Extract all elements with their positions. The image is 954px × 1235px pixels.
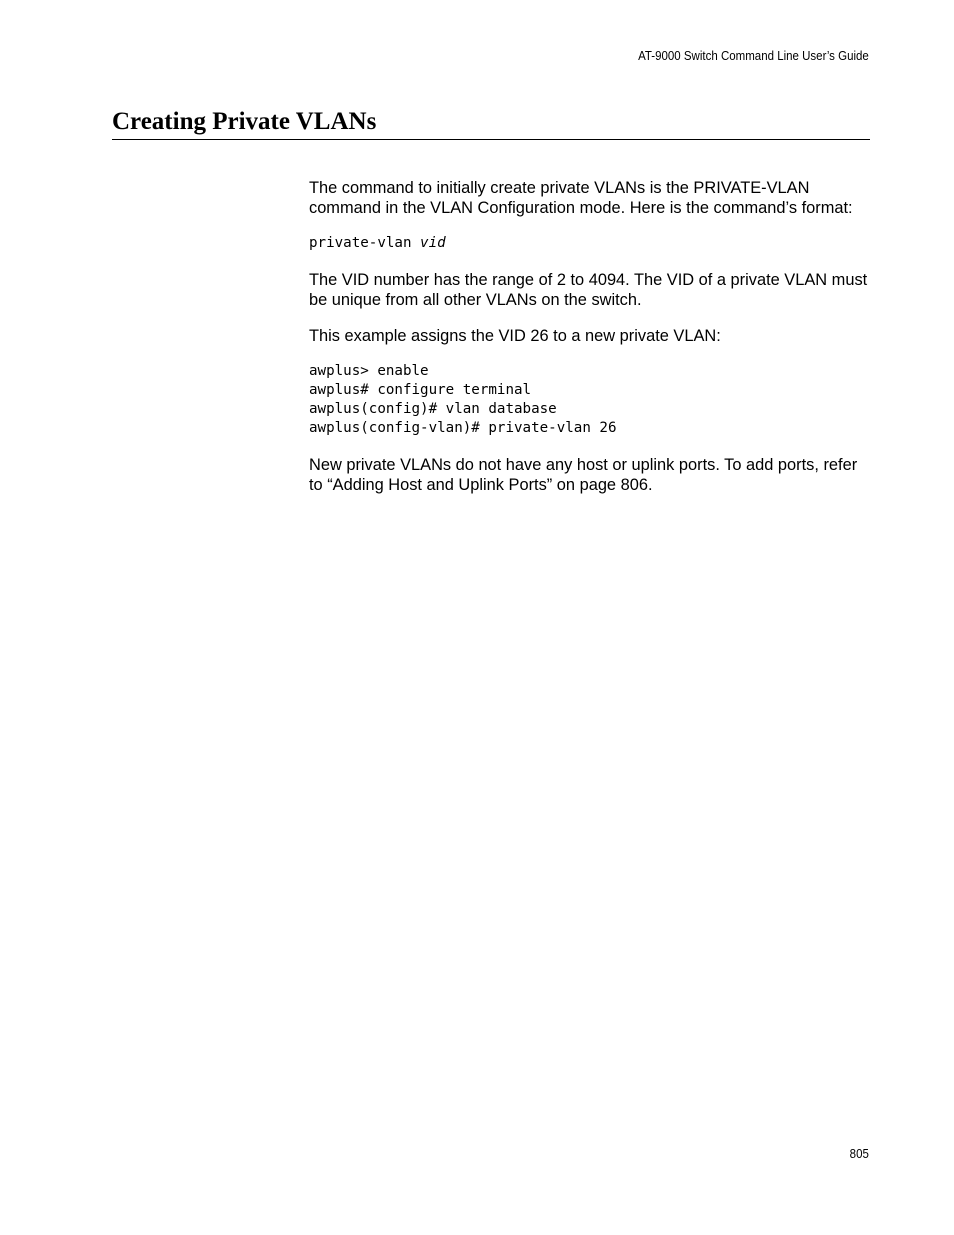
section-title: Creating Private VLANs [112,108,377,135]
code-line: awplus(config)# vlan database [309,401,557,417]
body-column [309,178,869,511]
syntax-argument: vid [420,235,446,251]
intro-paragraph: The command to initially create private VLANs is the PRIVATE-VLAN command in the VLAN Configuration mode. Here is the command’s format: [309,179,853,217]
example-code-block [309,362,869,438]
command-syntax [309,234,869,253]
code-line: awplus> enable [309,363,429,379]
vid-range-paragraph: The VID number has the range of 2 to 4094. The VID of a private VLAN must be unique from all other VLANs on the switch. [309,271,868,309]
code-line: awplus# configure terminal [309,382,532,398]
example-intro-paragraph: This example assigns the VID 26 to a new private VLAN: [309,327,721,345]
closing-paragraph: New private VLANs do not have any host or uplink ports. To add ports, refer to “Adding Host and Uplink Ports” on page 806. [309,456,858,494]
syntax-command: private-vlan [309,235,421,251]
running-header: AT-9000 Switch Command Line User’s Guide [638,49,869,63]
title-rule [112,139,870,140]
code-line: awplus(config-vlan)# private-vlan 26 [309,420,617,436]
page-number: 805 [849,1147,869,1161]
